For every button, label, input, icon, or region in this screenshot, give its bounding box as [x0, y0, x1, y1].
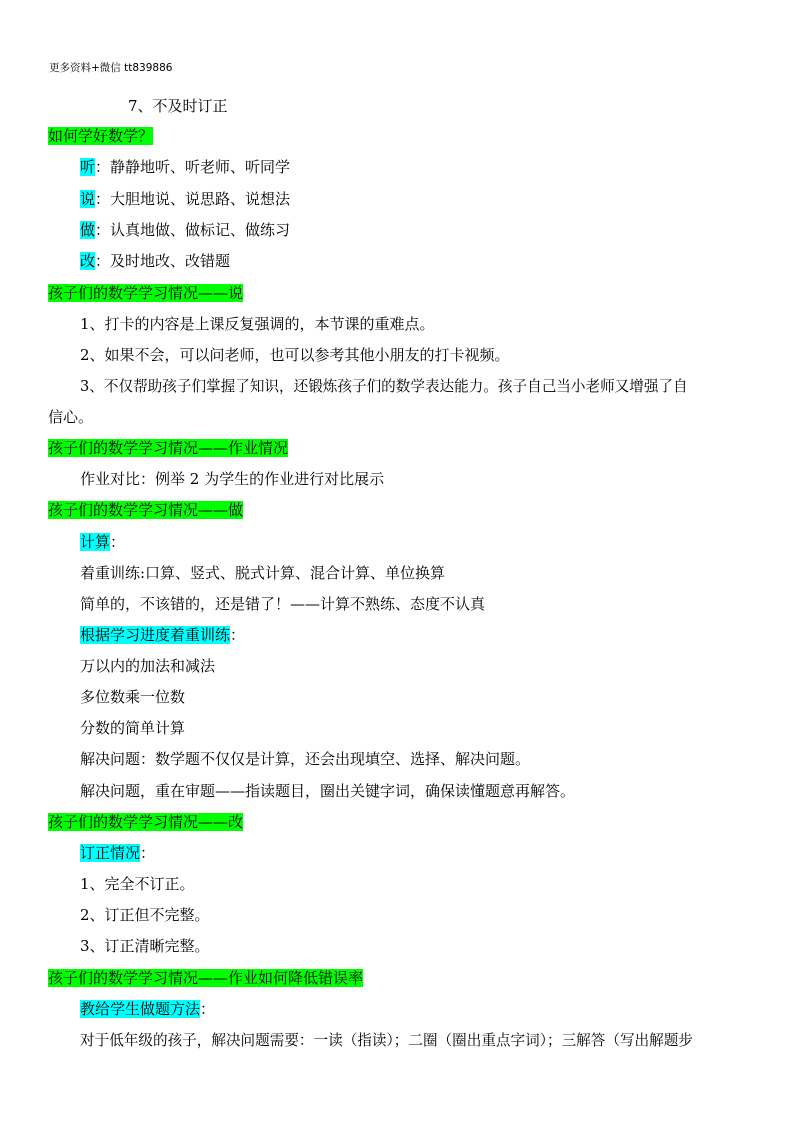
heading-homework: 孩子们的数学学习情况——作业情况 [48, 439, 289, 457]
say-line: 说：大胆地说、说思路、说想法 [80, 190, 291, 208]
fix-key: 改 [80, 252, 96, 270]
homework-compare: 作业对比：例举 2 为学生的作业进行对比展示 [80, 470, 385, 488]
progress-item-2: 多位数乘一位数 [80, 688, 186, 706]
calc-focus: 着重训练:口算、竖式、脱式计算、混合计算、单位换算 [80, 564, 446, 582]
correction-2: 2、订正但不完整。 [80, 906, 210, 924]
say-point-3-cont: 信心。 [48, 408, 94, 426]
teach-method-label: 教给学生做题方法： [80, 1000, 216, 1018]
last-line: 对于低年级的孩子，解决问题需要：一读（指读）；二圈（圈出重点字词）；三解答（写出解题步 [80, 1032, 693, 1049]
correction-3: 3、订正清晰完整。 [80, 937, 210, 955]
progress-label: 根据学习进度着重训练： [80, 626, 246, 644]
solve-problems-2: 解决问题，重在审题——指读题目，圈出关键字词，确保读懂题意再解答。 [80, 782, 576, 800]
say-point-1: 1、打卡的内容是上课反复强调的，本节课的重难点。 [80, 315, 435, 333]
do-line: 做：认真地做、做标记、做练习 [80, 221, 291, 239]
heading-fix: 孩子们的数学学习情况——改 [48, 813, 244, 831]
progress-item-3: 分数的简单计算 [80, 719, 186, 737]
heading-reduce-errors: 孩子们的数学学习情况——作业如何降低错误率 [48, 969, 364, 987]
calc-label: 计算： [80, 533, 126, 551]
item-7-line: 7、不及时订正 [128, 97, 228, 115]
do-key: 做 [80, 221, 96, 239]
say-key: 说 [80, 190, 96, 208]
solve-problems-1: 解决问题：数学题不仅仅是计算，还会出现填空、选择、解决问题。 [80, 750, 531, 768]
correction-1: 1、完全不订正。 [80, 875, 195, 893]
say-point-2: 2、如果不会，可以问老师，也可以参考其他小朋友的打卡视频。 [80, 346, 510, 364]
correction-label: 订正情况： [80, 844, 156, 862]
heading-how-to-learn-math: 如何学好数学？ [48, 127, 154, 145]
say-point-3: 3、不仅帮助孩子们掌握了知识，还锻炼孩子们的数学表达能力。孩子自己当小老师又增强了自 [80, 378, 688, 395]
heading-do: 孩子们的数学学习情况——做 [48, 501, 244, 519]
listen-key: 听 [80, 158, 96, 176]
fix-line: 改：及时地改、改错题 [80, 252, 231, 270]
calc-mistake: 简单的，不该错的，还是错了！——计算不熟练、态度不认真 [80, 595, 486, 613]
progress-item-1: 万以内的加法和减法 [80, 657, 216, 675]
header-note: 更多资料+微信 tt839886 [49, 62, 173, 74]
listen-line: 听：静静地听、听老师、听同学 [80, 158, 291, 176]
heading-say: 孩子们的数学学习情况——说 [48, 284, 244, 302]
